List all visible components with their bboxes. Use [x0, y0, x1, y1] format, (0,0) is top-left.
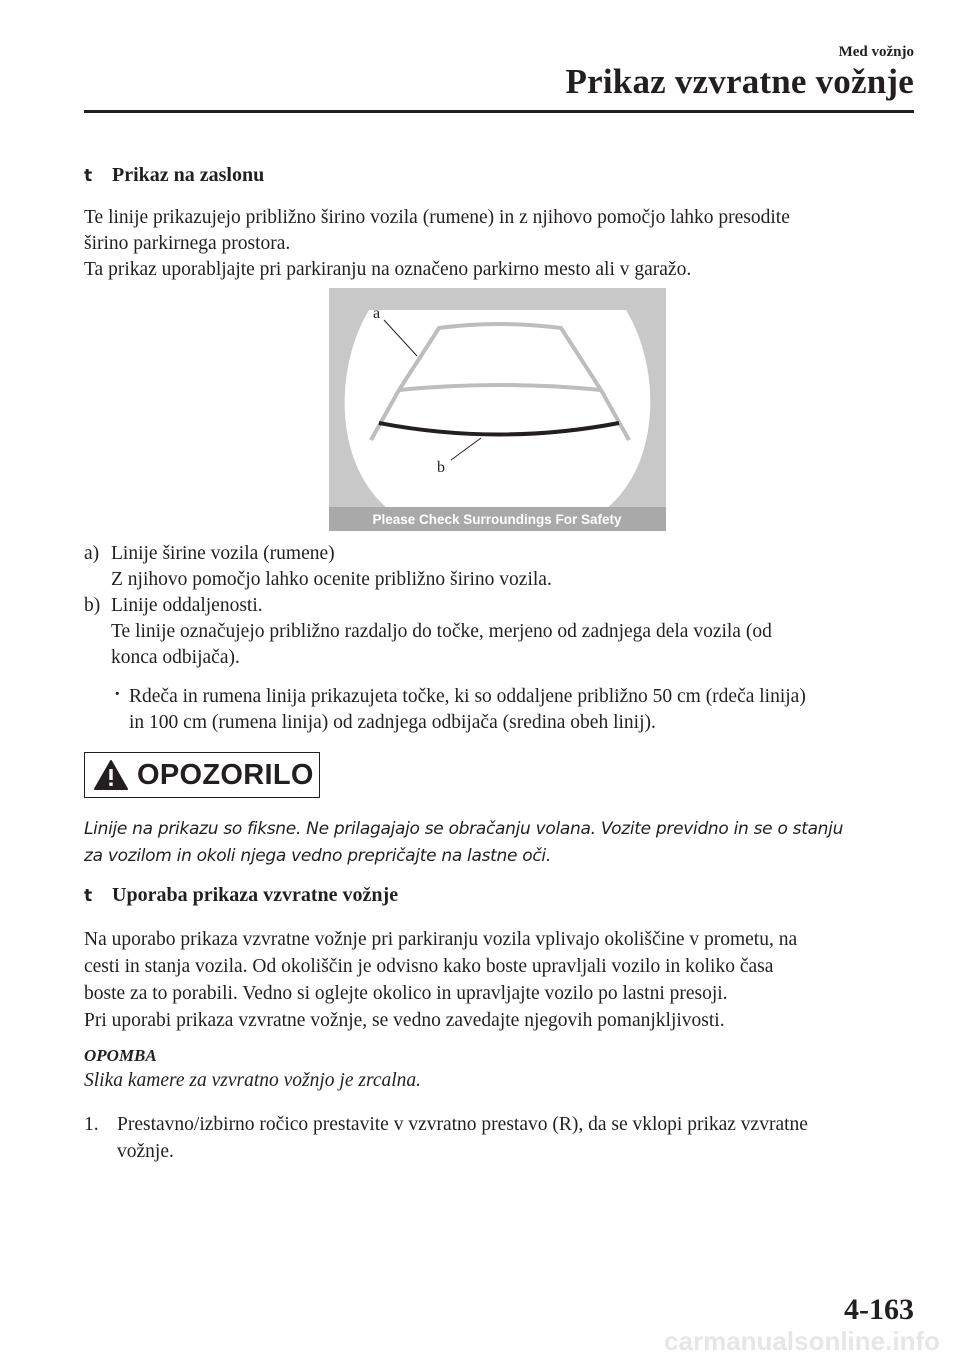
section-heading: Prikaz na zaslonu [112, 164, 265, 186]
camera-display-illustration [329, 288, 666, 531]
bullet-text: Rdeča in rumena linija prikazujeta točke, ki so oddaljene približno 50 cm (rdeča linija) [129, 686, 806, 707]
bullet-text: in 100 cm (rumena linija) od zadnjega odbijača (sredina obeh linij). [129, 712, 656, 733]
page-title: Prikaz vzvratne vožnje [565, 62, 914, 101]
warning-box [84, 752, 320, 798]
paragraph-line: Pri uporabi prikaza vzvratne vožnje, se vedno zavedajte njegovih pomanjkljivosti. [84, 1010, 725, 1031]
warning-label: OPOZORILO [137, 758, 314, 791]
paragraph-line: boste za to porabili. Vedno si oglejte okolico in upravljajte vozilo po lastni presoji. [84, 983, 728, 1004]
legend-title-b: Linije oddaljenosti. [111, 595, 263, 616]
note-text: Slika kamere za vzvratno vožnjo je zrcalna. [84, 1070, 422, 1091]
legend-desc-b: Te linije označujejo približno razdaljo do točke, merjeno od zadnjega dela vozila (od [111, 621, 772, 642]
section-marker: t [84, 886, 93, 906]
warning-text [84, 816, 914, 870]
legend-title-a: Linije širine vozila (rumene) [111, 543, 335, 564]
safety-banner-text: Please Check Surroundings For Safety [372, 512, 622, 527]
warning-triangle-icon [93, 759, 129, 791]
watermark: carmanualsonline.info [664, 1325, 940, 1356]
legend-marker-a: a) [84, 543, 100, 564]
callout-b-label: b [437, 459, 445, 476]
paragraph-line: širino parkirnega prostora. [84, 233, 291, 254]
step-text: vožnje. [117, 1141, 174, 1162]
section-heading: Uporaba prikaza vzvratne vožnje [112, 884, 399, 906]
legend-desc-a: Z njihovo pomočjo lahko ocenite približno širino vozila. [111, 569, 552, 590]
legend-marker-b: b) [84, 595, 101, 616]
paragraph-line: Te linije prikazujejo približno širino vozila (rumene) in z njihovo pomočjo lahko presodite [84, 207, 790, 228]
header-section: Med vožnjo [838, 44, 914, 60]
bullet-dot: · [114, 684, 121, 705]
warning-line: Linije na prikazu so fiksne. Ne prilagajajo se obračanju volana. Vozite previdno in se o stanju [84, 819, 844, 839]
section-marker: t [84, 166, 93, 186]
callout-a-label: a [373, 305, 381, 322]
header-divider [84, 110, 914, 113]
warning-line: za vozilom in okoli njega vedno prepričajte na lastne oči. [84, 846, 551, 866]
paragraph-line: cesti in stanja vozila. Od okoliščin je odvisno kako boste upravljali vozilo in koliko časa [84, 956, 774, 977]
page-number: 4-163 [844, 1293, 914, 1326]
camera-display-figure [329, 288, 666, 531]
step-number: 1. [84, 1114, 99, 1135]
paragraph-line: Na uporabo prikaza vzvratne vožnje pri parkiranju vozila vplivajo okoliščine v prometu, na [84, 929, 798, 950]
step-text: Prestavno/izbirno ročico prestavite v vzvratno prestavo (R), da se vklopi prikaz vzvratne [117, 1114, 808, 1135]
note-heading: OPOMBA [84, 1046, 157, 1065]
paragraph-line: Ta prikaz uporabljajte pri parkiranju na označeno parkirno mesto ali v garažo. [84, 259, 692, 280]
legend-desc-b: konca odbijača). [111, 647, 240, 668]
